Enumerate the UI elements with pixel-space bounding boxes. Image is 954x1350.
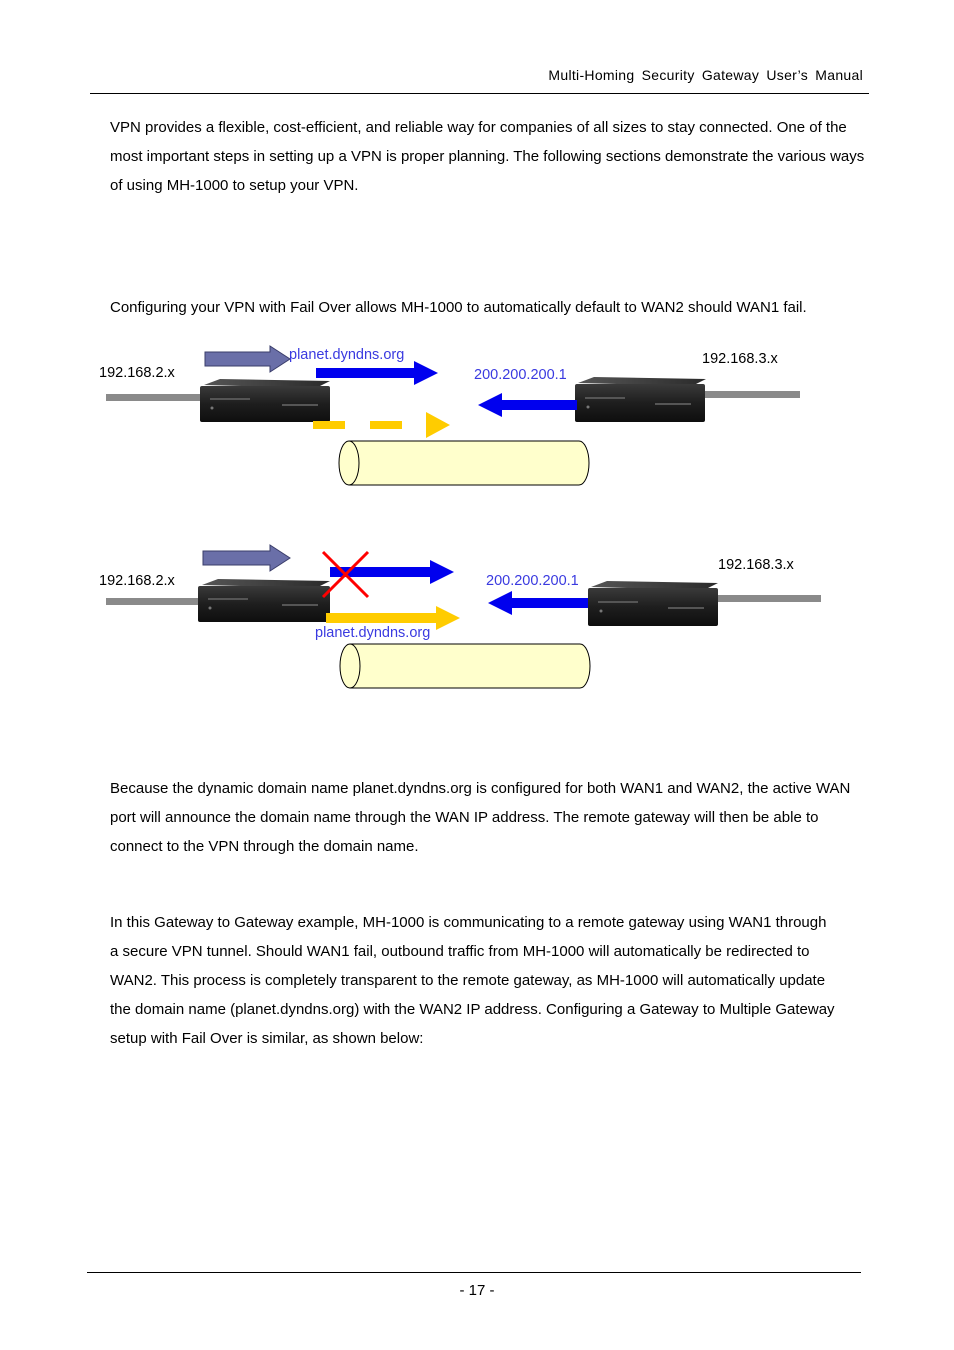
diagram2-local-subnet-label: 192.168.2.x [99,573,175,589]
local-lan-line [106,598,206,605]
lan-traffic-arrow-icon [203,545,290,571]
lan-traffic-arrow-icon [205,346,290,372]
remote-router-icon [575,377,706,422]
diagram2-domain-label: planet.dyndns.org [315,625,431,641]
diagram1-domain-label: planet.dyndns.org [289,347,405,363]
example-paragraph: In this Gateway to Gateway example, MH-1000 is communicating to a remote gateway using WAN1 through a secure VPN tunnel. Should WAN1 fail, outbound traffic from MH-1000 will automatically be redirected to WAN2. This process is completely transparent to the remote gateway, as MH-1000 will automatically update the domain name (planet.dyndns.org) with the WAN2 IP address. Configuring a Gateway to Multiple Gateway setup with Fail Over is similar, as shown below: [110,914,835,1047]
local-router-icon [198,579,330,622]
footer-rule [87,1272,861,1273]
diagram2-remote-subnet-label: 192.168.3.x [718,557,794,573]
diagram1-remote-ip-label: 200.200.200.1 [474,367,567,383]
page-number: - 17 - [459,1282,495,1299]
remote-router-icon [588,581,718,626]
diagram2 [106,545,821,688]
wan1-outbound-arrow-icon [316,361,438,385]
vpn-tunnel-icon [340,644,590,688]
wan2-standby-arrow-icon [313,412,450,438]
local-router-icon [200,379,330,422]
header-title: Multi-Homing Security Gateway User’s Manual [548,67,863,83]
local-lan-line [106,394,206,401]
diagram2-remote-ip-label: 200.200.200.1 [486,573,579,589]
failover-paragraph: Configuring your VPN with Fail Over allows MH-1000 to automatically default to WAN2 should WAN1 fail. [110,299,807,316]
remote-lan-line [700,391,800,398]
remote-inbound-arrow-icon [478,393,577,417]
intro-paragraph: VPN provides a flexible, cost-efficient, and reliable way for companies of all sizes to stay connected. One of the most important steps in setting up a VPN is proper planning. The following sections demonstrate the various ways of using MH-1000 to setup your VPN. [110,119,865,194]
remote-inbound-arrow-icon [488,591,588,615]
dyndns-paragraph: Because the dynamic domain name planet.dyndns.org is configured for both WAN1 and WAN2, the active WAN port will announce the domain name through the WAN IP address. The remote gateway will then be able to connect to the VPN through the domain name. [110,780,851,855]
remote-lan-line [718,595,821,602]
vpn-tunnel-icon [339,441,589,485]
diagram1-local-subnet-label: 192.168.2.x [99,365,175,381]
diagram1-remote-subnet-label: 192.168.3.x [702,351,778,367]
diagram1 [106,346,800,485]
